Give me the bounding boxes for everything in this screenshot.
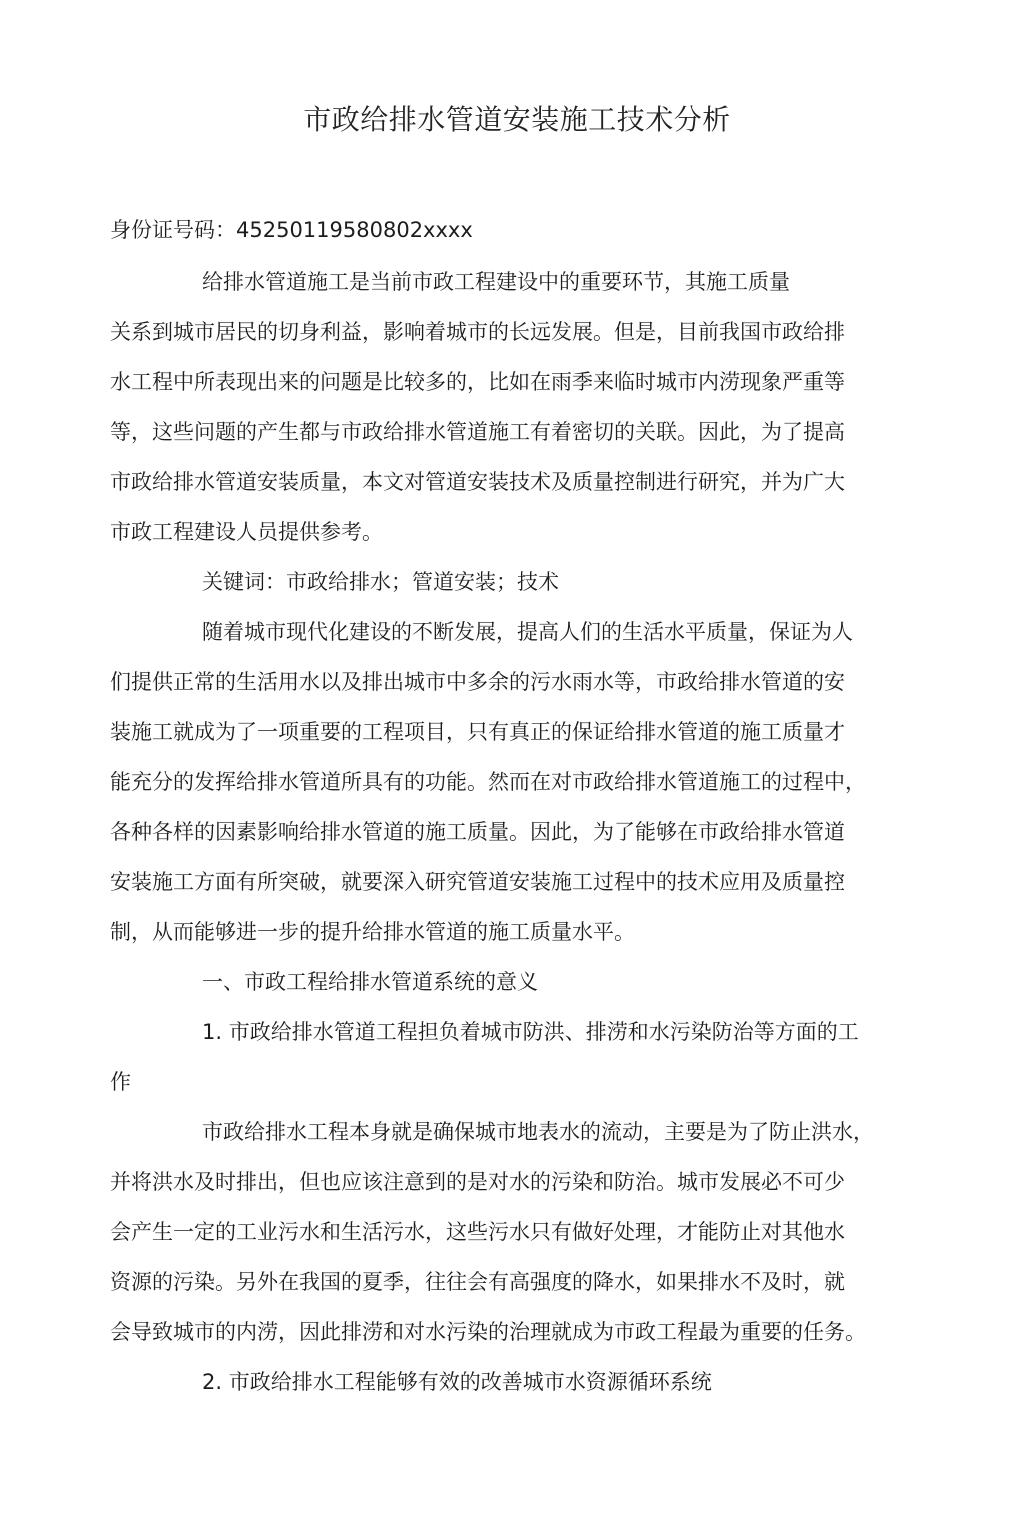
paragraph-line: 水工程中所表现出来的问题是比较多的，比如在雨季来临时城市内涝现象严重等 bbox=[110, 370, 845, 394]
section-heading: 一、市政工程给排水管道系统的意义 bbox=[202, 970, 538, 994]
subsection-heading: 2. 市政给排水工程能够有效的改善城市水资源循环系统 bbox=[202, 1370, 712, 1394]
paragraph-line: 各种各样的因素影响给排水管道的施工质量。因此，为了能够在市政给排水管道 bbox=[110, 820, 845, 844]
paragraph-line: 市政工程建设人员提供参考。 bbox=[110, 520, 383, 544]
keywords-line: 关键词：市政给排水；管道安装；技术 bbox=[202, 570, 559, 594]
paragraph-line: 会产生一定的工业污水和生活污水，这些污水只有做好处理，才能防止对其他水 bbox=[110, 1220, 845, 1244]
paragraph-line: 们提供正常的生活用水以及排出城市中多余的污水雨水等，市政给排水管道的安 bbox=[110, 670, 845, 694]
subsection-heading-continued: 作 bbox=[110, 1070, 131, 1094]
paragraph-line: 给排水管道施工是当前市政工程建设中的重要环节，其施工质量 bbox=[202, 270, 790, 294]
paragraph-line: 装施工就成为了一项重要的工程项目，只有真正的保证给排水管道的施工质量才 bbox=[110, 720, 845, 744]
subsection-heading: 1. 市政给排水管道工程担负着城市防洪、排涝和水污染防治等方面的工 bbox=[202, 1020, 859, 1044]
paragraph-line: 安装施工方面有所突破，就要深入研究管道安装施工过程中的技术应用及质量控 bbox=[110, 870, 845, 894]
paragraph-line: 随着城市现代化建设的不断发展，提高人们的生活水平质量，保证为人 bbox=[202, 620, 853, 644]
paragraph-line: 市政给排水管道安装质量，本文对管道安装技术及质量控制进行研究，并为广大 bbox=[110, 470, 845, 494]
paragraph-line: 市政给排水工程本身就是确保城市地表水的流动，主要是为了防止洪水， bbox=[202, 1120, 874, 1144]
paragraph-line: 并将洪水及时排出，但也应该注意到的是对水的污染和防治。城市发展必不可少 bbox=[110, 1170, 845, 1194]
document-title: 市政给排水管道安装施工技术分析 bbox=[303, 103, 731, 136]
paragraph-line: 等，这些问题的产生都与市政给排水管道施工有着密切的关联。因此，为了提高 bbox=[110, 420, 845, 444]
id-number-line: 身份证号码：45250119580802xxxx bbox=[110, 218, 473, 242]
paragraph-line: 能充分的发挥给排水管道所具有的功能。然而在对市政给排水管道施工的过程中， bbox=[110, 770, 866, 794]
paragraph-line: 关系到城市居民的切身利益，影响着城市的长远发展。但是，目前我国市政给排 bbox=[110, 320, 845, 344]
paragraph-line: 制，从而能够进一步的提升给排水管道的施工质量水平。 bbox=[110, 920, 635, 944]
paragraph-line: 会导致城市的内涝，因此排涝和对水污染的治理就成为市政工程最为重要的任务。 bbox=[110, 1320, 866, 1344]
paragraph-line: 资源的污染。另外在我国的夏季，往往会有高强度的降水，如果排水不及时，就 bbox=[110, 1270, 845, 1294]
